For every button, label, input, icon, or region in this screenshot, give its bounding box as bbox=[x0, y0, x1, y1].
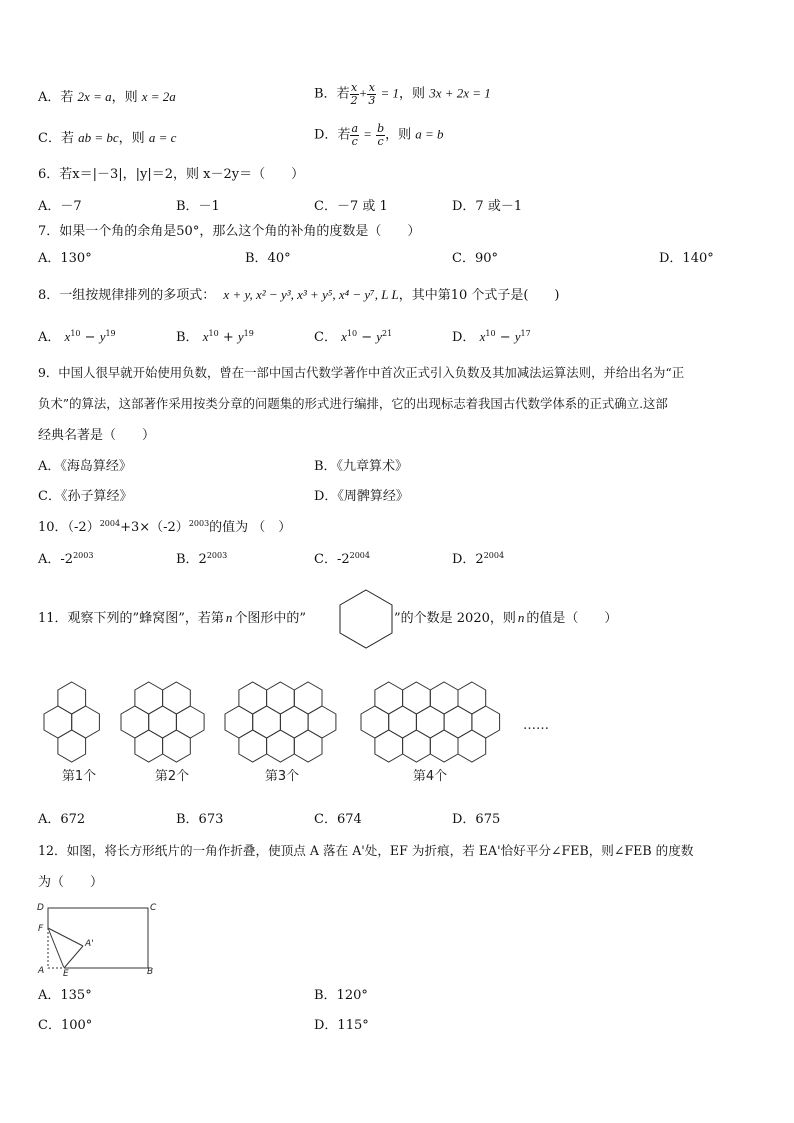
stem-text: ”的个数是 2020，则 bbox=[394, 611, 516, 626]
operator: + bbox=[358, 85, 368, 101]
q9-stem-line-3: 经典名著是（ ） bbox=[38, 428, 156, 443]
stem-text: 个图形中的” bbox=[234, 611, 306, 626]
numerator: x bbox=[368, 81, 375, 94]
q11-stem-part-1 bbox=[38, 611, 306, 625]
honeycomb-cell-fig-3 bbox=[239, 682, 267, 714]
honeycomb-cell-fig-2 bbox=[149, 706, 177, 738]
ellipsis: …… bbox=[523, 718, 549, 733]
q10-option-b bbox=[176, 553, 227, 566]
q5-option-c bbox=[38, 131, 176, 145]
label-f: F bbox=[38, 924, 44, 934]
exponent: 2004 bbox=[483, 551, 505, 560]
honeycomb-cell-fig-1 bbox=[44, 706, 72, 738]
honeycomb-cell-fig-4 bbox=[389, 706, 417, 738]
label-d: D bbox=[37, 903, 44, 913]
q10-option-c bbox=[314, 553, 370, 566]
fraction bbox=[350, 82, 359, 106]
honeycomb-cell-fig-3 bbox=[239, 730, 267, 762]
q6-stem: 6．若x＝|－3|，|y|＝2，则 x－2y＝（ ） bbox=[38, 167, 305, 182]
stem-text: +3×（-2） bbox=[120, 520, 189, 535]
operator: = bbox=[363, 126, 372, 142]
exponent: 19 bbox=[243, 329, 254, 338]
option-text: 若 bbox=[60, 90, 74, 105]
q8-stem bbox=[38, 288, 560, 302]
option-letter: B． bbox=[176, 330, 199, 345]
honeycomb-cell-fig-4 bbox=[416, 706, 444, 738]
variable: y bbox=[237, 329, 244, 344]
denominator: 3 bbox=[368, 93, 376, 107]
q11-option-d: D．675 bbox=[452, 812, 501, 827]
option-letter: A． bbox=[38, 90, 61, 105]
option-letter: C． bbox=[314, 330, 337, 345]
option-letter: D． bbox=[452, 330, 476, 345]
stem-text: 10．（-2） bbox=[38, 520, 100, 535]
honeycomb-cell-fig-2 bbox=[176, 706, 204, 738]
q7-stem: 7．如果一个角的余角是50°，那么这个角的补角的度数是（ ） bbox=[38, 224, 421, 239]
honeycomb-cell-fig-4 bbox=[403, 682, 431, 714]
q7-option-c: C．90° bbox=[452, 251, 498, 266]
option-text: D．2 bbox=[452, 552, 484, 567]
q12-stem-line-2: 为（ ） bbox=[38, 875, 104, 890]
honeycomb-cell-fig-4 bbox=[375, 682, 403, 714]
q8-option-a bbox=[38, 330, 116, 344]
honeycomb-cell-fig-3 bbox=[294, 682, 322, 714]
exponent: 21 bbox=[382, 329, 393, 338]
honeycomb-cell-fig-2 bbox=[135, 682, 163, 714]
q12-option-b: B．120° bbox=[314, 988, 368, 1003]
numerator: x bbox=[350, 81, 358, 94]
q8-option-c bbox=[314, 330, 392, 344]
hexagon-icon bbox=[337, 588, 395, 650]
stem-text: 的值为 （ ） bbox=[209, 520, 292, 535]
q12-stem-line-1: 12．如图，将长方形纸片的一角作折叠，使顶点 A 落在 A'处，EF 为折痕，若 EA'恰好平分∠FEB，则∠FEB 的度数 bbox=[38, 843, 694, 858]
variable: n bbox=[225, 610, 233, 625]
option-text: ，则 bbox=[111, 90, 138, 105]
option-text: A．-2 bbox=[38, 552, 74, 567]
honeycomb-cell-fig-1 bbox=[58, 730, 86, 762]
option-text: ，则 bbox=[385, 127, 412, 143]
q10-option-a bbox=[38, 553, 93, 566]
honeycomb-cell-fig-2 bbox=[135, 730, 163, 762]
exponent: 10 bbox=[70, 329, 81, 338]
variable: x bbox=[64, 329, 71, 344]
q7-option-b: B．40° bbox=[245, 251, 291, 266]
honeycomb-cells bbox=[44, 682, 500, 762]
q5-option-a bbox=[38, 90, 176, 104]
option-letter: C． bbox=[38, 131, 61, 146]
option-text: ，则 bbox=[399, 86, 426, 102]
label-a: A bbox=[38, 966, 45, 976]
q6-option-c: C．－7 或 1 bbox=[314, 199, 388, 214]
figure-label-4: 第4个 bbox=[412, 769, 448, 784]
stem-text: 8．一组按规律排列的多项式： bbox=[38, 288, 216, 303]
q11-option-b: B．673 bbox=[176, 812, 224, 827]
exponent: 2003 bbox=[73, 551, 94, 560]
honeycomb-cell-fig-4 bbox=[458, 682, 486, 714]
equation: a = c bbox=[148, 130, 177, 145]
q9-stem-line-2: 负术”的算法，这部著作采用按类分章的问题集的形式进行编排，它的出现标志着我国古代数学体系的正式确立.这部 bbox=[38, 396, 668, 411]
option-text: 若 bbox=[337, 127, 351, 143]
honeycomb-cell-fig-3 bbox=[267, 682, 295, 714]
folded-rectangle-figure bbox=[34, 898, 164, 978]
operator: − bbox=[499, 330, 511, 345]
exponent: 19 bbox=[105, 329, 116, 338]
option-text: 若 bbox=[336, 86, 350, 102]
variable: x bbox=[202, 329, 209, 344]
q12-option-a: A．135° bbox=[38, 988, 92, 1003]
operator: + bbox=[222, 330, 234, 345]
denominator: c bbox=[377, 134, 384, 148]
exponent: 2003 bbox=[188, 519, 210, 528]
stem-text: ，其中第10 个式子是( ) bbox=[398, 288, 560, 303]
honeycomb-figures bbox=[0, 670, 794, 785]
option-letter: D． bbox=[314, 127, 338, 143]
q11-option-a: A．672 bbox=[38, 812, 86, 827]
rectangle-abcd bbox=[48, 908, 148, 968]
operator: − bbox=[361, 330, 373, 345]
q8-option-d bbox=[452, 330, 531, 344]
q5-option-b bbox=[314, 82, 491, 106]
q10-stem bbox=[38, 521, 291, 534]
exponent: 2004 bbox=[99, 519, 121, 528]
operator: − bbox=[84, 330, 96, 345]
option-text: 若 bbox=[60, 131, 74, 146]
honeycomb-cell-fig-1 bbox=[72, 706, 100, 738]
equation: x = 2a bbox=[141, 89, 176, 104]
q11-stem-part-2 bbox=[394, 611, 617, 625]
label-e: E bbox=[63, 969, 69, 978]
variable: n bbox=[517, 610, 525, 625]
stem-text: 的值是（ ） bbox=[526, 611, 618, 626]
honeycomb-cell-fig-3 bbox=[308, 706, 336, 738]
figure-label-3: 第3个 bbox=[264, 769, 300, 784]
exponent: 2003 bbox=[206, 551, 228, 560]
q9-option-d: D．《周髀算经》 bbox=[314, 489, 409, 504]
fraction bbox=[350, 123, 359, 147]
variable: x bbox=[479, 329, 486, 344]
figure-label-2: 第2个 bbox=[154, 769, 190, 784]
q6-option-b: B．－1 bbox=[176, 199, 220, 214]
exponent: 10 bbox=[208, 329, 219, 338]
fraction bbox=[376, 123, 385, 147]
q11-option-c: C．674 bbox=[314, 812, 362, 827]
fold-crease-ef bbox=[48, 928, 64, 968]
honeycomb-cell-fig-4 bbox=[430, 682, 458, 714]
equation: 3x + 2x = 1 bbox=[429, 85, 491, 101]
figure-label-1: 第1个 bbox=[61, 769, 97, 784]
numerator: a bbox=[351, 122, 359, 135]
q10-option-d bbox=[452, 553, 504, 566]
segment-fa1 bbox=[48, 928, 83, 946]
q6-option-d: D．7 或－1 bbox=[452, 199, 523, 214]
equation: ab = bc bbox=[78, 130, 119, 145]
label-a-prime: A' bbox=[85, 939, 94, 949]
exponent: 10 bbox=[485, 329, 496, 338]
label-c: C bbox=[150, 903, 157, 913]
polynomial-sequence: x + y, x² − y³, x³ + y⁵, x⁴ − y⁷, L L bbox=[223, 287, 399, 302]
stem-text: 11．观察下列的”蜂窝图”，若第 bbox=[38, 611, 224, 626]
equation: 2x = a bbox=[77, 89, 112, 104]
honeycomb-cell-fig-4 bbox=[472, 706, 500, 738]
equation: = 1 bbox=[380, 85, 400, 101]
honeycomb-cell-fig-4 bbox=[430, 730, 458, 762]
variable: y bbox=[514, 329, 521, 344]
honeycomb-cell-fig-4 bbox=[444, 706, 472, 738]
option-text: ，则 bbox=[118, 131, 145, 146]
exponent: 10 bbox=[346, 329, 358, 338]
honeycomb-cell-fig-2 bbox=[121, 706, 149, 738]
exponent: 2004 bbox=[349, 551, 370, 560]
option-text: C．-2 bbox=[314, 552, 350, 567]
variable: y bbox=[376, 329, 383, 344]
honeycomb-cell-fig-4 bbox=[375, 730, 403, 762]
variable: y bbox=[99, 329, 106, 344]
option-letter: A． bbox=[38, 330, 61, 345]
honeycomb-cell-fig-4 bbox=[361, 706, 389, 738]
q9-option-a: A．《海岛算经》 bbox=[38, 459, 132, 474]
q7-option-d: D．140° bbox=[659, 251, 714, 266]
honeycomb-cell-fig-4 bbox=[458, 730, 486, 762]
q12-option-d: D．115° bbox=[314, 1018, 369, 1033]
label-b: B bbox=[147, 967, 154, 977]
fraction bbox=[367, 82, 376, 106]
option-text: B．2 bbox=[176, 552, 207, 567]
denominator: 2 bbox=[350, 93, 358, 107]
honeycomb-cell-fig-3 bbox=[225, 706, 253, 738]
honeycomb-cell-fig-4 bbox=[403, 730, 431, 762]
q9-stem-line-1: 9．中国人很早就开始使用负数，曾在一部中国古代数学著作中首次正式引入负数及其加减法运算法则，并给出名为“正 bbox=[38, 365, 685, 380]
denominator: c bbox=[351, 134, 358, 148]
segment-ea1 bbox=[64, 946, 83, 968]
honeycomb-cell-fig-3 bbox=[253, 706, 281, 738]
q6-option-a: A．－7 bbox=[38, 199, 82, 214]
q9-option-c: C．《孙子算经》 bbox=[38, 489, 133, 504]
q5-option-d bbox=[314, 123, 444, 147]
honeycomb-cell-fig-1 bbox=[58, 682, 86, 714]
honeycomb-cell-fig-2 bbox=[163, 730, 191, 762]
option-letter: B． bbox=[314, 86, 337, 102]
q8-option-b bbox=[176, 330, 254, 344]
honeycomb-cell-fig-3 bbox=[280, 706, 308, 738]
q9-option-b: B．《九章算术》 bbox=[314, 459, 409, 474]
exponent: 17 bbox=[520, 329, 531, 338]
honeycomb-cell-fig-3 bbox=[267, 730, 295, 762]
q12-option-c: C．100° bbox=[38, 1018, 93, 1033]
equation: a = b bbox=[415, 126, 444, 142]
honeycomb-cell-fig-3 bbox=[294, 730, 322, 762]
honeycomb-cell-fig-2 bbox=[163, 682, 191, 714]
q7-option-a: A．130° bbox=[38, 251, 92, 266]
numerator: b bbox=[377, 122, 385, 135]
variable: x bbox=[341, 329, 347, 344]
